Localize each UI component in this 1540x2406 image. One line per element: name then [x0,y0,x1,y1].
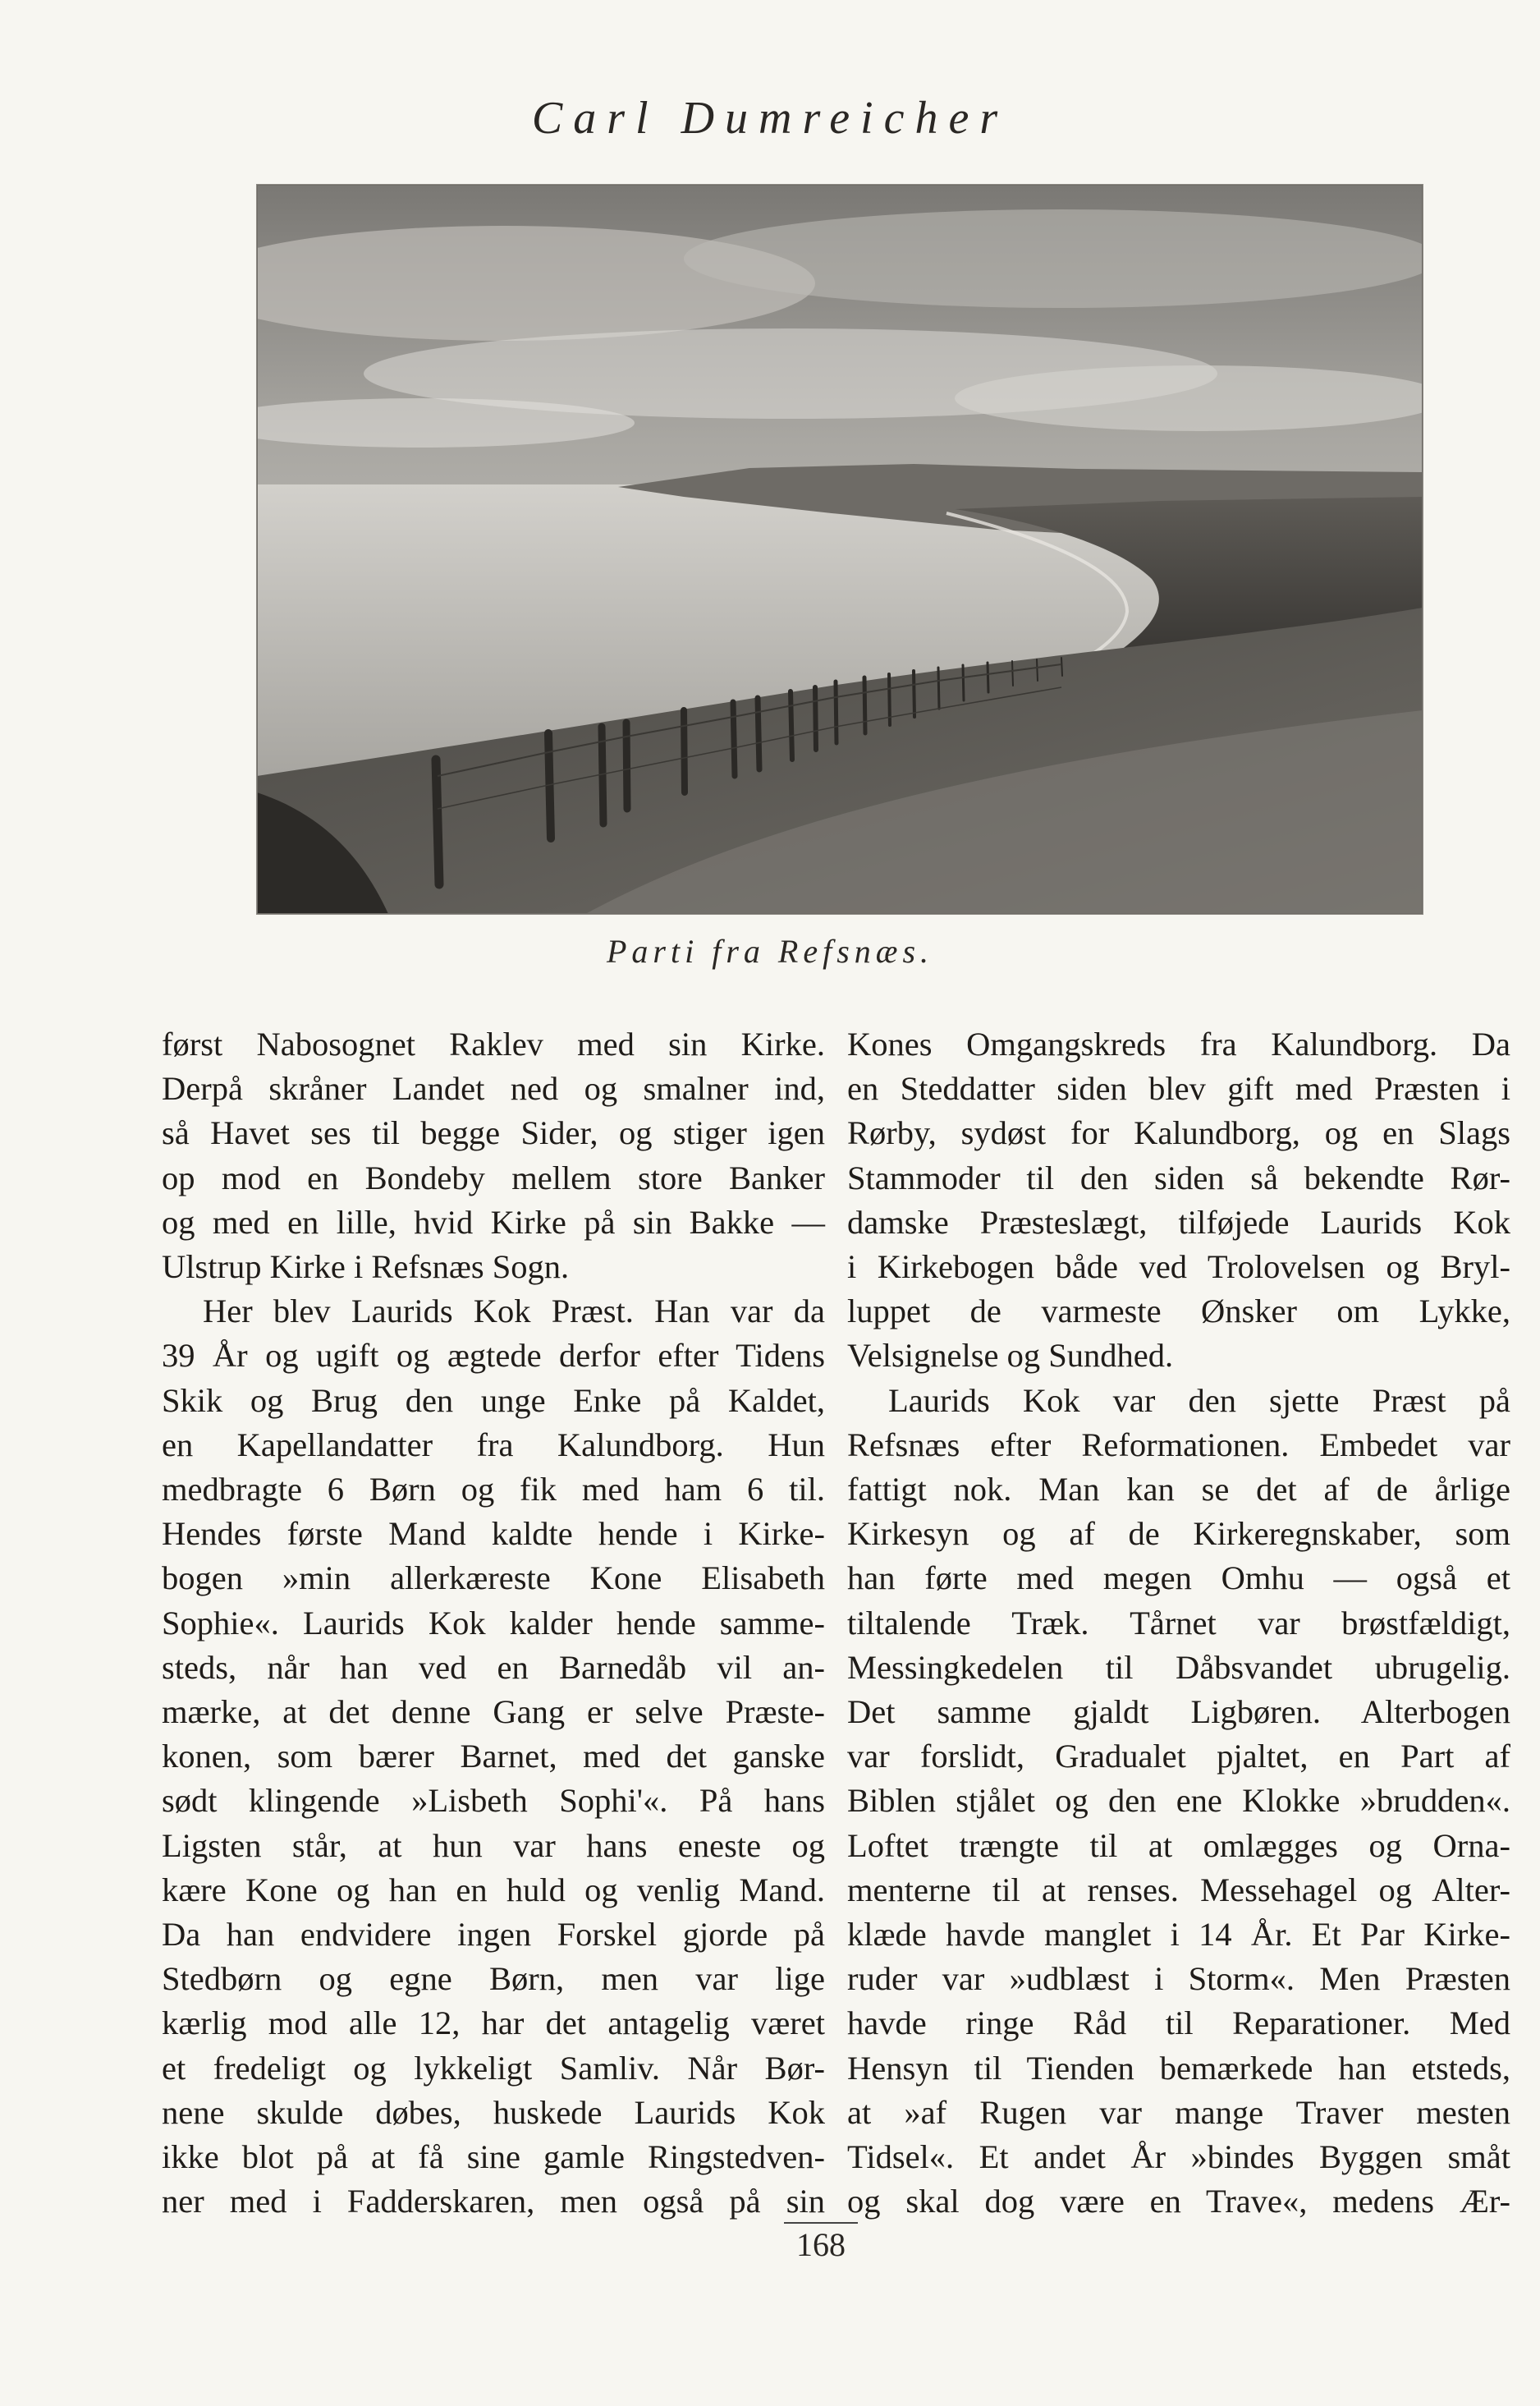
text-line: 39 År og ugift og ægtede derfor efter Tidens [162,1337,825,1375]
paragraph [162,1289,825,2224]
text-line: var forslidt, Gradualet pjaltet, en Part af [847,1738,1510,1775]
text-line: kærlig mod alle 12, har det antagelig været [162,2004,825,2042]
text-line: op mod en Bondeby mellem store Banker [162,1159,825,1196]
text-line: nene skulde døbes, huskede Laurids Kok [162,2093,825,2131]
text-line: Messingkedelen til Dåbsvandet ubrugelig. [847,1648,1510,1686]
text-line: mærke, at det denne Gang er selve Præste- [162,1693,825,1731]
text-line: Laurids Kok var den sjette Præst på [888,1381,1510,1419]
text-line: fattigt nok. Man kan se det af de årlige [847,1471,1510,1508]
text-line: kære Kone og han en huld og venlig Mand. [162,1871,825,1908]
text-line: Kirkesyn og af de Kirkeregnskaber, som [847,1515,1510,1553]
text-line: Rørby, sydøst for Kalundborg, og en Slags [847,1114,1510,1152]
text-line: sødt klingende »Lisbeth Sophi'«. På hans [162,1782,825,1820]
text-line: klæde havde manglet i 14 År. Et Par Kirke- [847,1916,1510,1954]
text-line: så Havet ses til begge Sider, og stiger igen [162,1114,825,1152]
text-line: havde ringe Råd til Reparationer. Med [847,2004,1510,2042]
page-number: 168 [796,2226,846,2263]
text-line: at »af Rugen var mange Traver mesten [847,2093,1510,2131]
paragraph [847,1022,1510,1379]
text-line: og med en lille, hvid Kirke på sin Bakke — [162,1203,825,1241]
text-line: et fredeligt og lykkeligt Samliv. Når Bør- [162,2049,825,2087]
text-line: steds, når han ved en Barnedåb vil an- [162,1648,825,1686]
text-line: Velsignelse og Sundhed. [847,1337,1174,1375]
text-line: i Kirkebogen både ved Trolovelsen og Bryl- [847,1248,1510,1286]
text-line: Stedbørn og egne Børn, men var lige [162,1960,825,1998]
paragraph [847,1379,1510,2225]
page-number-rule [784,2222,858,2224]
text-line: Det samme gjaldt Ligbøren. Alterbogen [847,1693,1510,1731]
text-line: Stammoder til den siden så bekendte Rør- [847,1159,1510,1196]
text-line: en Kapellandatter fra Kalundborg. Hun [162,1426,825,1463]
text-line: tiltalende Træk. Tårnet var brøstfældigt, [847,1604,1510,1641]
text-line: Refsnæs efter Reformationen. Embedet var [847,1426,1510,1463]
text-line: damske Præsteslægt, tilføjede Laurids Kok [847,1203,1510,1241]
text-line: Ulstrup Kirke i Refsnæs Sogn. [162,1248,570,1286]
text-line: Derpå skråner Landet ned og smalner ind, [162,1070,825,1108]
text-line: medbragte 6 Børn og fik med ham 6 til. [162,1471,825,1508]
text-line: bogen »min allerkæreste Kone Elisabeth [162,1559,825,1597]
landscape-photograph [256,184,1423,915]
text-line: Hensyn til Tienden bemærkede han etsteds, [847,2049,1510,2087]
text-line: Ligsten står, at hun var hans eneste og [162,1826,825,1864]
text-line: Tidsel«. Et andet År »bindes Byggen småt [847,2138,1510,2176]
left-text-column [162,1022,825,2224]
paragraph [162,1022,825,1289]
text-line: Her blev Laurids Kok Præst. Han var da [203,1293,825,1330]
text-line: Hendes første Mand kaldte hende i Kirke- [162,1515,825,1553]
text-line: Biblen stjålet og den ene Klokke »brudden«. [847,1782,1510,1820]
text-line: han førte med megen Omhu — også et [847,1559,1510,1597]
text-line: ner med i Fadderskaren, men også på sin [162,2183,825,2220]
text-line: menterne til at renses. Messehagel og Alter- [847,1871,1510,1908]
text-line: ruder var »udblæst i Storm«. Men Præsten [847,1960,1510,1998]
right-text-column [847,1022,1510,2224]
text-line: først Nabosognet Raklev med sin Kirke. [162,1026,825,1063]
text-line: Loftet trængte til at omlægges og Orna- [847,1826,1510,1864]
running-head-author: Carl Dumreicher [531,93,1009,144]
text-line: Kones Omgangskreds fra Kalundborg. Da [847,1026,1510,1063]
text-line: Skik og Brug den unge Enke på Kaldet, [162,1381,825,1419]
text-line: en Steddatter siden blev gift med Præsten i [847,1070,1510,1108]
text-line: konen, som bærer Barnet, med det ganske [162,1738,825,1775]
text-line: ikke blot på at få sine gamle Ringstedven- [162,2138,825,2176]
figure-caption: Parti fra Refsnæs. [606,933,934,970]
text-line: Da han endvidere ingen Forskel gjorde på [162,1916,825,1954]
text-line: Sophie«. Laurids Kok kalder hende samme- [162,1604,825,1641]
text-line: og skal dog være en Trave«, medens Ær- [847,2183,1510,2220]
text-line: luppet de varmeste Ønsker om Lykke, [847,1293,1510,1330]
